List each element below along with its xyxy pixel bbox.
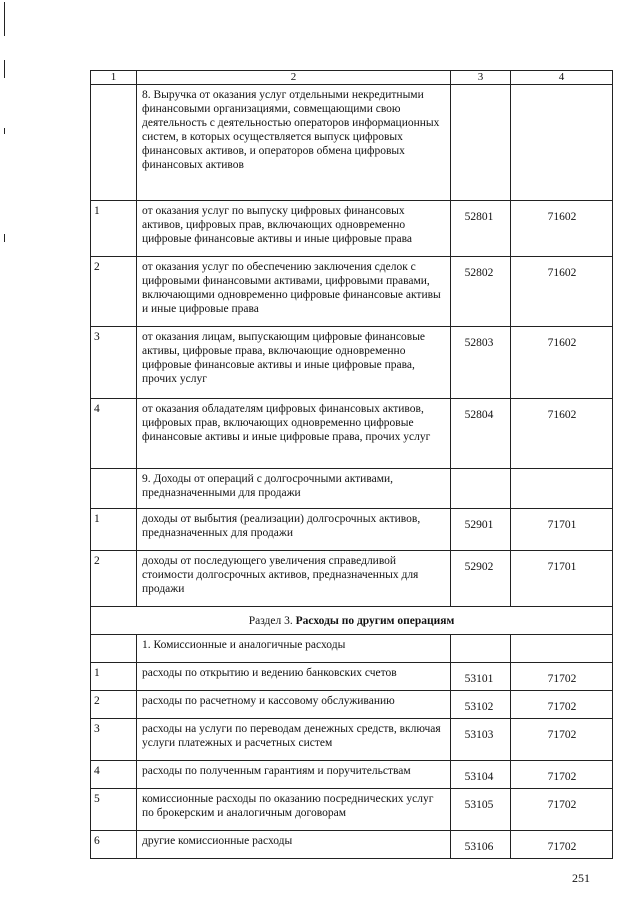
table-row	[91, 257, 613, 327]
description-cell: расходы по открытию и ведению банковских счетов	[137, 663, 451, 691]
description-cell: комиссионные расходы по оказанию посреднических услуг по брокерским и аналогичным договорам	[137, 789, 451, 831]
table-row	[91, 691, 613, 719]
row-number-cell: 2	[91, 551, 137, 607]
symbol-code-cell	[511, 85, 613, 201]
account-code-cell	[451, 469, 511, 509]
row-number-cell: 1	[91, 663, 137, 691]
header-col-1: 1	[91, 71, 137, 85]
table-header-row	[91, 71, 613, 85]
symbol-code-cell: 71702	[511, 761, 613, 789]
table-row	[91, 399, 613, 469]
symbol-code-cell: 71702	[511, 831, 613, 859]
row-number-cell: 6	[91, 831, 137, 859]
table-row	[91, 719, 613, 761]
row-number-cell	[91, 635, 137, 663]
section-heading	[91, 607, 613, 635]
table-row	[91, 469, 613, 509]
description-cell: 9. Доходы от операций с долгосрочными активами, предназначенными для продажи	[137, 469, 451, 509]
symbol-code-cell: 71602	[511, 399, 613, 469]
table-row	[91, 663, 613, 691]
scan-artifact	[4, 128, 5, 134]
account-code-cell: 53104	[451, 761, 511, 789]
account-code-cell: 52901	[451, 509, 511, 551]
symbol-code-cell: 71701	[511, 509, 613, 551]
description-cell: расходы на услуги по переводам денежных средств, включая услуги платежных и расчетных систем	[137, 719, 451, 761]
account-code-cell: 52801	[451, 201, 511, 257]
account-code-cell: 53106	[451, 831, 511, 859]
symbol-code-cell: 71702	[511, 663, 613, 691]
row-number-cell: 1	[91, 201, 137, 257]
symbol-code-cell: 71702	[511, 719, 613, 761]
account-code-cell: 52803	[451, 327, 511, 399]
symbol-code-cell: 71602	[511, 201, 613, 257]
account-code-cell: 53102	[451, 691, 511, 719]
row-number-cell: 1	[91, 509, 137, 551]
description-cell: от оказания лицам, выпускающим цифровые финансовые активы, цифровые права, включающие одновременно цифровые финансовые активы и иные цифровые права, прочих услуг	[137, 327, 451, 399]
symbol-code-cell: 71702	[511, 789, 613, 831]
account-code-cell	[451, 635, 511, 663]
table-row	[91, 831, 613, 859]
table-row	[91, 635, 613, 663]
symbol-code-cell	[511, 635, 613, 663]
symbol-code-cell	[511, 469, 613, 509]
account-code-cell: 52804	[451, 399, 511, 469]
description-cell: расходы по расчетному и кассовому обслуживанию	[137, 691, 451, 719]
row-number-cell: 4	[91, 761, 137, 789]
table-row	[91, 85, 613, 201]
row-number-cell	[91, 85, 137, 201]
header-col-4: 4	[511, 71, 613, 85]
section-prefix: Раздел 3.	[248, 615, 296, 627]
header-col-2: 2	[137, 71, 451, 85]
description-cell: 8. Выручка от оказания услуг отдельными некредитными финансовыми организациями, совмещающими свою деятельность с деятельностью операторов информационных систем, в которых осуществляется выпуск цифровых финансовых активов, и операторов обмена цифровых финансовых активов	[137, 85, 451, 201]
account-code-cell: 53105	[451, 789, 511, 831]
row-number-cell: 5	[91, 789, 137, 831]
symbol-code-cell: 71602	[511, 327, 613, 399]
symbol-code-cell: 71702	[511, 691, 613, 719]
symbol-code-cell: 71701	[511, 551, 613, 607]
row-number-cell: 3	[91, 327, 137, 399]
header-col-3: 3	[451, 71, 511, 85]
page-number: 251	[572, 871, 590, 885]
section-title: Расходы по другим операциям	[295, 615, 455, 627]
account-code-cell: 53101	[451, 663, 511, 691]
description-cell: доходы от последующего увеличения справедливой стоимости долгосрочных активов, предназначенных для продажи	[137, 551, 451, 607]
symbol-code-cell: 71602	[511, 257, 613, 327]
account-code-cell	[451, 85, 511, 201]
table-row	[91, 761, 613, 789]
row-number-cell	[91, 469, 137, 509]
scan-artifact	[4, 60, 5, 78]
row-number-cell: 2	[91, 257, 137, 327]
section-heading-row	[91, 607, 613, 635]
description-cell: доходы от выбытия (реализации) долгосрочных активов, предназначенных для продажи	[137, 509, 451, 551]
description-cell: от оказания услуг по выпуску цифровых финансовых активов, цифровых прав, включающих одновременно цифровые финансовые активы и иные цифровые права	[137, 201, 451, 257]
table-row	[91, 789, 613, 831]
scan-artifact	[4, 2, 5, 36]
row-number-cell: 4	[91, 399, 137, 469]
description-cell: от оказания обладателям цифровых финансовых активов, цифровых прав, включающих одновременно цифровые финансовые активы и иные цифровые права, прочих услуг	[137, 399, 451, 469]
row-number-cell: 3	[91, 719, 137, 761]
description-cell: другие комиссионные расходы	[137, 831, 451, 859]
chart-of-accounts-table	[90, 70, 613, 859]
table-row	[91, 327, 613, 399]
account-code-cell: 53103	[451, 719, 511, 761]
account-code-cell: 52902	[451, 551, 511, 607]
table-row	[91, 201, 613, 257]
row-number-cell: 2	[91, 691, 137, 719]
description-cell: 1. Комиссионные и аналогичные расходы	[137, 635, 451, 663]
account-code-cell: 52802	[451, 257, 511, 327]
table-row	[91, 509, 613, 551]
description-cell: от оказания услуг по обеспечению заключения сделок с цифровыми финансовыми активами, цифровыми правами, включающими одновременно цифровые финансовые активы и иные цифровые права	[137, 257, 451, 327]
scan-artifact	[4, 234, 5, 242]
description-cell: расходы по полученным гарантиям и поручительствам	[137, 761, 451, 789]
table-row	[91, 551, 613, 607]
